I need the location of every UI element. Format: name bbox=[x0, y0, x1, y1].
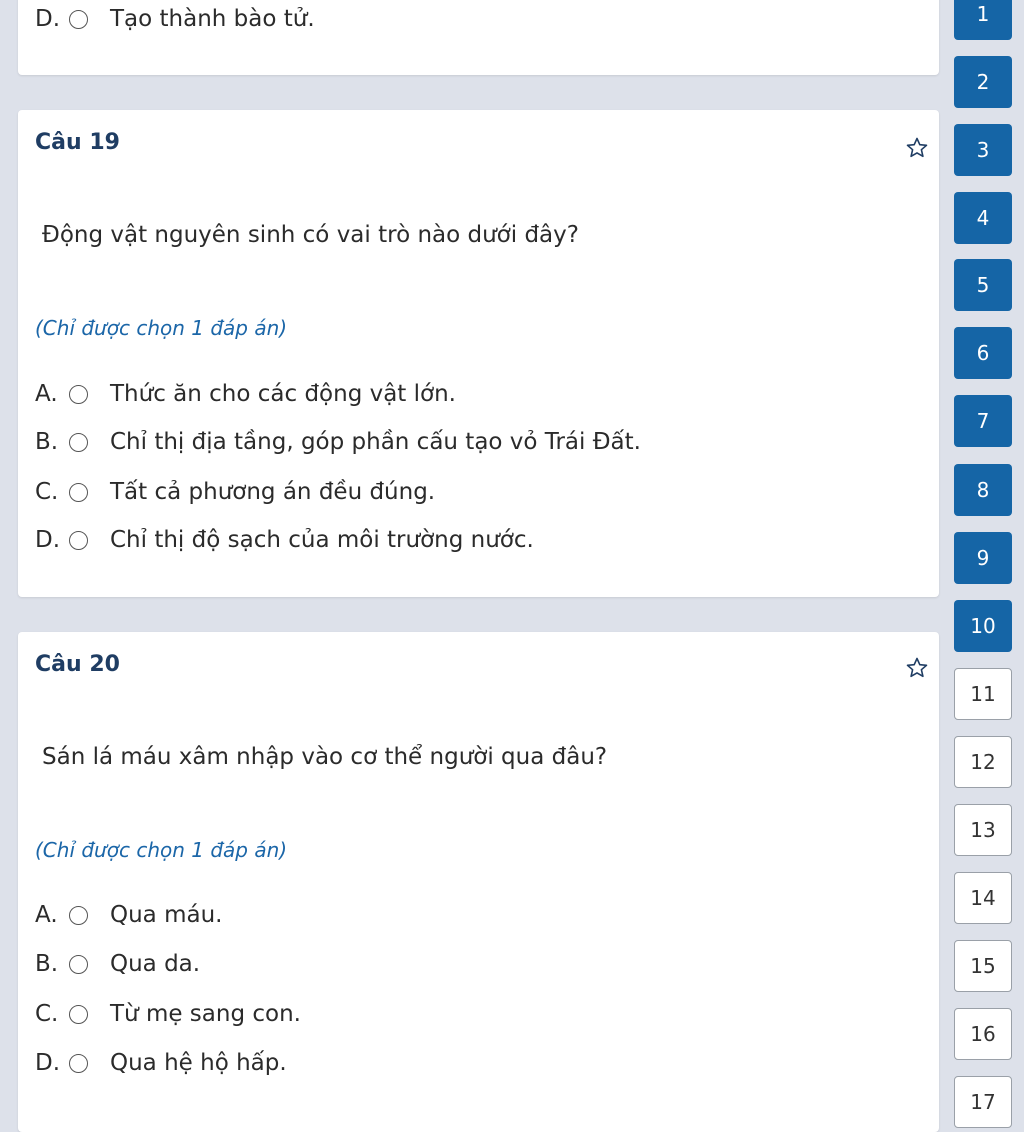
star-icon[interactable] bbox=[905, 136, 929, 160]
option-text: Qua hệ hộ hấp. bbox=[110, 1050, 287, 1076]
option-letter: C. bbox=[35, 479, 59, 505]
question-card-19 bbox=[18, 110, 939, 597]
nav-question-7[interactable]: 7 bbox=[954, 395, 1012, 447]
question-text: Động vật nguyên sinh có vai trò nào dưới đây? bbox=[42, 222, 579, 248]
radio-icon[interactable] bbox=[69, 10, 88, 29]
option-a[interactable] bbox=[35, 378, 456, 410]
nav-question-13[interactable]: 13 bbox=[954, 804, 1012, 856]
option-d[interactable] bbox=[35, 524, 534, 556]
option-text: Chỉ thị độ sạch của môi trường nước. bbox=[110, 527, 534, 553]
nav-question-11[interactable]: 11 bbox=[954, 668, 1012, 720]
nav-question-4[interactable]: 4 bbox=[954, 192, 1012, 244]
option-letter: A. bbox=[35, 381, 58, 407]
option-letter: D. bbox=[35, 527, 61, 553]
radio-icon[interactable] bbox=[69, 1054, 88, 1073]
radio-icon[interactable] bbox=[69, 955, 88, 974]
nav-question-3[interactable]: 3 bbox=[954, 124, 1012, 176]
radio-icon[interactable] bbox=[69, 906, 88, 925]
option-a[interactable] bbox=[35, 899, 222, 931]
option-text: Tất cả phương án đều đúng. bbox=[110, 479, 436, 505]
answer-hint: (Chỉ được chọn 1 đáp án) bbox=[35, 838, 288, 862]
option-b[interactable] bbox=[35, 948, 200, 980]
option-letter: A. bbox=[35, 902, 58, 928]
nav-question-14[interactable]: 14 bbox=[954, 872, 1012, 924]
nav-question-2[interactable]: 2 bbox=[954, 56, 1012, 108]
question-text: Sán lá máu xâm nhập vào cơ thể người qua đâu? bbox=[42, 744, 608, 770]
nav-question-1[interactable]: 1 bbox=[954, 0, 1012, 40]
option-letter: B. bbox=[35, 429, 59, 455]
nav-question-6[interactable]: 6 bbox=[954, 327, 1012, 379]
nav-question-5[interactable]: 5 bbox=[954, 259, 1012, 311]
nav-question-15[interactable]: 15 bbox=[954, 940, 1012, 992]
nav-question-9[interactable]: 9 bbox=[954, 532, 1012, 584]
radio-icon[interactable] bbox=[69, 433, 88, 452]
option-text: Từ mẹ sang con. bbox=[110, 1001, 301, 1027]
nav-question-12[interactable]: 12 bbox=[954, 736, 1012, 788]
option-b[interactable] bbox=[35, 426, 641, 458]
option-text: Chỉ thị địa tầng, góp phần cấu tạo vỏ Trái Đất. bbox=[110, 429, 641, 455]
option-letter: D. bbox=[35, 6, 61, 32]
option-text: Thức ăn cho các động vật lớn. bbox=[110, 381, 456, 407]
question-title: Câu 20 bbox=[35, 652, 120, 677]
question-card-prev bbox=[18, 0, 939, 75]
nav-question-16[interactable]: 16 bbox=[954, 1008, 1012, 1060]
option-d[interactable] bbox=[35, 1047, 287, 1079]
option-c[interactable] bbox=[35, 998, 301, 1030]
answer-hint: (Chỉ được chọn 1 đáp án) bbox=[35, 316, 288, 340]
radio-icon[interactable] bbox=[69, 483, 88, 502]
radio-icon[interactable] bbox=[69, 531, 88, 550]
question-card-20 bbox=[18, 632, 939, 1132]
option-letter: B. bbox=[35, 951, 59, 977]
option-letter: D. bbox=[35, 1050, 61, 1076]
nav-question-10[interactable]: 10 bbox=[954, 600, 1012, 652]
option-d[interactable] bbox=[35, 3, 315, 35]
option-letter: C. bbox=[35, 1001, 59, 1027]
star-icon[interactable] bbox=[905, 656, 929, 680]
option-text: Tạo thành bào tử. bbox=[110, 6, 315, 32]
nav-question-8[interactable]: 8 bbox=[954, 464, 1012, 516]
question-title: Câu 19 bbox=[35, 130, 120, 155]
option-text: Qua máu. bbox=[110, 902, 223, 928]
option-c[interactable] bbox=[35, 476, 435, 508]
radio-icon[interactable] bbox=[69, 1005, 88, 1024]
nav-question-17[interactable]: 17 bbox=[954, 1076, 1012, 1128]
option-text: Qua da. bbox=[110, 951, 201, 977]
radio-icon[interactable] bbox=[69, 385, 88, 404]
